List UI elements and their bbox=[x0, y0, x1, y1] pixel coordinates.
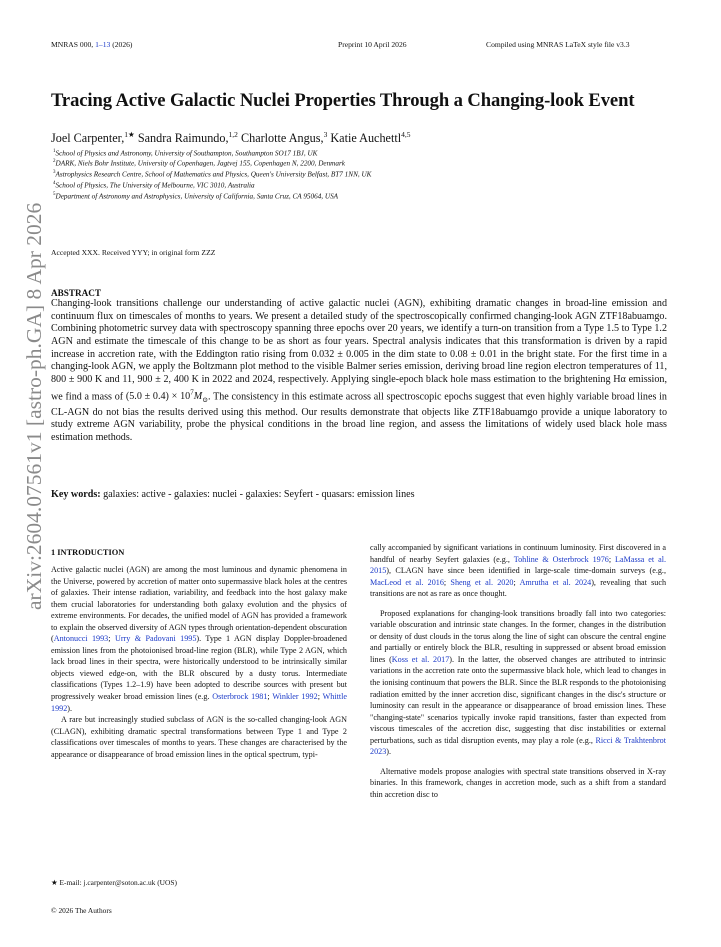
author-name: Sandra Raimundo, bbox=[134, 131, 229, 146]
abstract-body: Changing-look transitions challenge our understanding of active galactic nuclei (AGN), exhibiting dramatic changes in broad-line emission and continuum flux on timescales of months to years. We present a detailed study of the spectroscopically confirmed changing-look AGN ZTF18abuamgo. Combining photometric survey data with spectroscopy spanning three epochs over 20 years, we identify a turn-on transition from a Type 1.5 to Type 1.2 AGN and estimate the timescale of this change to be as short as four years. Spectral analysis indicates that this transformation is driven by a rapid increase in accretion rate, with the Eddington ratio rising from 0.032 ± 0.005 in the dim state to 0.08 ± 0.01 in the bright state. For the first time in a changing-look AGN, we apply the Boltzmann plot method to the visible Balmer series emission, deriving broad line region electron temperatures of 11, 800 ± 900 K and 11, 900 ± 2, 400 K in 2022 and 2024, respectively. Applying single-epoch black hole mass estimation to the brightening Hα emission, we find a mass of $(5.0 \pm 0.4) \times 10^7M_⊙$. The consistency in this estimate across all spectroscopic epochs suggest that even highly variable broad lines in CL-AGN do not bias the results derived using this method. Our results demonstrate that objects like ZTF18abuamgo provide a unique laboratory to study extreme AGN variability, probe the physical conditions in the broad line region, and assess the limitations of widely used black hole mass estimation methods. bbox=[51, 298, 667, 443]
citation-link[interactable]: Winkler 1992 bbox=[272, 692, 318, 702]
paper-title: Tracing Active Galactic Nuclei Properties Through a Changing-look Event bbox=[51, 90, 635, 111]
citation-link[interactable]: Koss et al. 2017 bbox=[391, 654, 450, 664]
citation-link[interactable]: Urry & Padovani 1995 bbox=[114, 634, 197, 644]
citation-link[interactable]: Sheng et al. 2020 bbox=[450, 577, 514, 587]
citation-link[interactable]: Ricci & Trakhtenbrot 2023 bbox=[370, 735, 666, 757]
paragraph: Proposed explanations for changing-look transitions broadly fall into two categories: variable obscuration and intrinsic state changes. In the former, changes in the distribution or density of dust clouds in the torus along the line of sight can obscure the central engine and partially or entirely block the BLR, resulting in suppressed or absent broad emission lines (Koss et al. 2017). In the latter, the observed changes are attributed to intrinsic variations in the accretion rate onto the supermassive black hole, which lead to changes in the ionising continuum that powers the BLR. Since the BLR responds to the photoionising radiation emitted by the inner accretion disc, significant changes in the disc's structure or luminosity can result in the appearance or disappearance of broad emission lines. These "changing-state" scenarios typically invoke rapid transitions, faster than expected from viscous timescales of the accretion disc, suggesting that disc instabilities or external perturbations, such as tidal disruption events, may play a role (e.g., Ricci & Trakhtenbrot 2023). bbox=[370, 608, 666, 757]
citation-link[interactable]: Tohline & Osterbrock 1976 bbox=[513, 554, 609, 564]
eddington-bright-value: 0.08 ± 0.01 bbox=[450, 348, 498, 360]
citation-link[interactable]: Antonucci 1993 bbox=[53, 634, 109, 644]
affiliation: $^3$Astrophysics Research Centre, School of Mathematics and Physics, Queen's University Belfast, BT7 1NN, UK bbox=[53, 170, 372, 179]
author-affil-mark: 1,2 bbox=[228, 130, 238, 139]
keywords-line bbox=[51, 489, 415, 500]
section-heading: 1 INTRODUCTION bbox=[51, 548, 125, 557]
temperature-2022-value: 11, 800 ± 900 K bbox=[51, 361, 667, 385]
paragraph: cally accompanied by significant variations in continuum luminosity. First discovered in a handful of nearby Seyfert galaxies (e.g., Tohline & Osterbrock 1976; LaMassa et al. 2015), CLAGN have since been identified in large-scale time-domain surveys (e.g., MacLeod et al. 2016; Sheng et al. 2020; Amrutha et al. 2024), revealing that such transitions are not as rare as once thought. bbox=[370, 543, 667, 599]
author-list bbox=[51, 130, 410, 146]
paragraph: A rare but increasingly studied subclass of AGN is the so-called changing-look AGN (CLAGN), exhibiting dramatic spectral transformations between Type 1 and Type 2 classifications over timescales of months to years. These changes are characterised by the appearance or disappearance of broad emission lines in the optical spectrum, typi- bbox=[51, 715, 347, 759]
footnote-star-icon: ★ bbox=[51, 878, 58, 887]
arxiv-stamp[interactable]: arXiv:2604.07561v1 [astro-ph.GA] 8 Apr 2026 bbox=[22, 202, 46, 610]
footnote: ★ E-mail: j.carpenter@soton.ac.uk (UOS) bbox=[51, 878, 177, 887]
affiliation: $^2$DARK, Niels Bohr Institute, University of Copenhagen, Jagtvej 155, Copenhagen N, 2200, Denmark bbox=[53, 159, 345, 168]
acceptance-line: Accepted XXX. Received YYY; in original form ZZZ bbox=[51, 248, 216, 257]
affiliation: $^4$School of Physics, The University of Melbourne, VIC 3010, Australia bbox=[53, 181, 255, 190]
citation-link[interactable]: MacLeod et al. 2016 bbox=[370, 577, 444, 587]
keywords-text: galaxies: active - galaxies: nuclei - galaxies: Seyfert - quasars: emission lines bbox=[100, 489, 415, 500]
affiliation: $^1$School of Physics and Astronomy, University of Southampton, Southampton SO17 1BJ, UK bbox=[53, 149, 318, 158]
eddington-dim-value: 0.032 ± 0.005 bbox=[311, 348, 369, 360]
paragraph: Active galactic nuclei (AGN) are among the most luminous and dynamic phenomena in the Universe, powered by accretion of matter onto supermassive black holes at the centres of galaxies. Their intense radiation, variability, and feedback into the host galaxy make them crucial laboratories for understanding both galaxy evolution and the physics of extreme environments. For decades, the unified model of AGN has provided a framework to explain the observed diversity of AGN types through orientation-dependent obscuration (Antonucci 1993; Urry & Padovani 1995). Type 1 AGN display Doppler-broadened emission lines from the photoionised broad-line region (BLR), while Type 2 AGN, which lack broad lines in their spectra, were historically understood to be intrinsically similar objects viewed edge-on, with the BLR obscured by a dusty torus. Intermediate classifications (Types 1.2–1.9) have been adopted to describe sources with present but progressively weaker broad emission lines (e.g. Osterbrock 1981; Winkler 1992; Whittle 1992). bbox=[51, 565, 347, 713]
temperature-2024-value: 11, 900 ± 2, 400 K bbox=[122, 373, 199, 385]
author-affil-mark: 4,5 bbox=[401, 130, 411, 139]
author-name: Charlotte Angus, bbox=[237, 131, 324, 146]
affiliation: $^5$Department of Astronomy and Astrophysics, University of California, Santa Cruz, CA 95064, USA bbox=[53, 192, 339, 201]
copyright-line: © 2026 The Authors bbox=[51, 906, 112, 915]
page-range-link[interactable]: 1–13 bbox=[95, 40, 111, 49]
abstract-heading: ABSTRACT bbox=[51, 288, 102, 298]
black-hole-mass-value: $(5.0 \pm 0.4) \times 10^7M_⊙$ bbox=[125, 388, 208, 404]
running-header-journal: MNRAS 000, 1–13 (2026) bbox=[51, 40, 133, 49]
running-header-style: Compiled using MNRAS LaTeX style file v3.3 bbox=[486, 40, 630, 49]
author-affil-mark: 1★ bbox=[124, 130, 135, 139]
right-column bbox=[370, 542, 666, 800]
left-column bbox=[51, 564, 347, 760]
paragraph: Alternative models propose analogies with spectral state transitions observed in X-ray binaries. In this framework, changes in accretion mode, such as a shift from a standard thin accretion disc to bbox=[370, 766, 666, 799]
citation-link[interactable]: Osterbrock 1981 bbox=[212, 692, 268, 702]
author-name: Katie Auchettl bbox=[327, 131, 402, 146]
author-name: Joel Carpenter, bbox=[51, 131, 125, 146]
citation-link[interactable]: Amrutha et al. 2024 bbox=[519, 577, 592, 587]
author-affil-mark: 3 bbox=[323, 130, 328, 139]
keywords-label: Key words: bbox=[51, 489, 101, 500]
citation-link[interactable]: LaMassa et al. 2015 bbox=[370, 554, 666, 576]
citation-link[interactable]: Whittle 1992 bbox=[51, 692, 347, 713]
running-header-preprint: Preprint 10 April 2026 bbox=[338, 40, 407, 49]
